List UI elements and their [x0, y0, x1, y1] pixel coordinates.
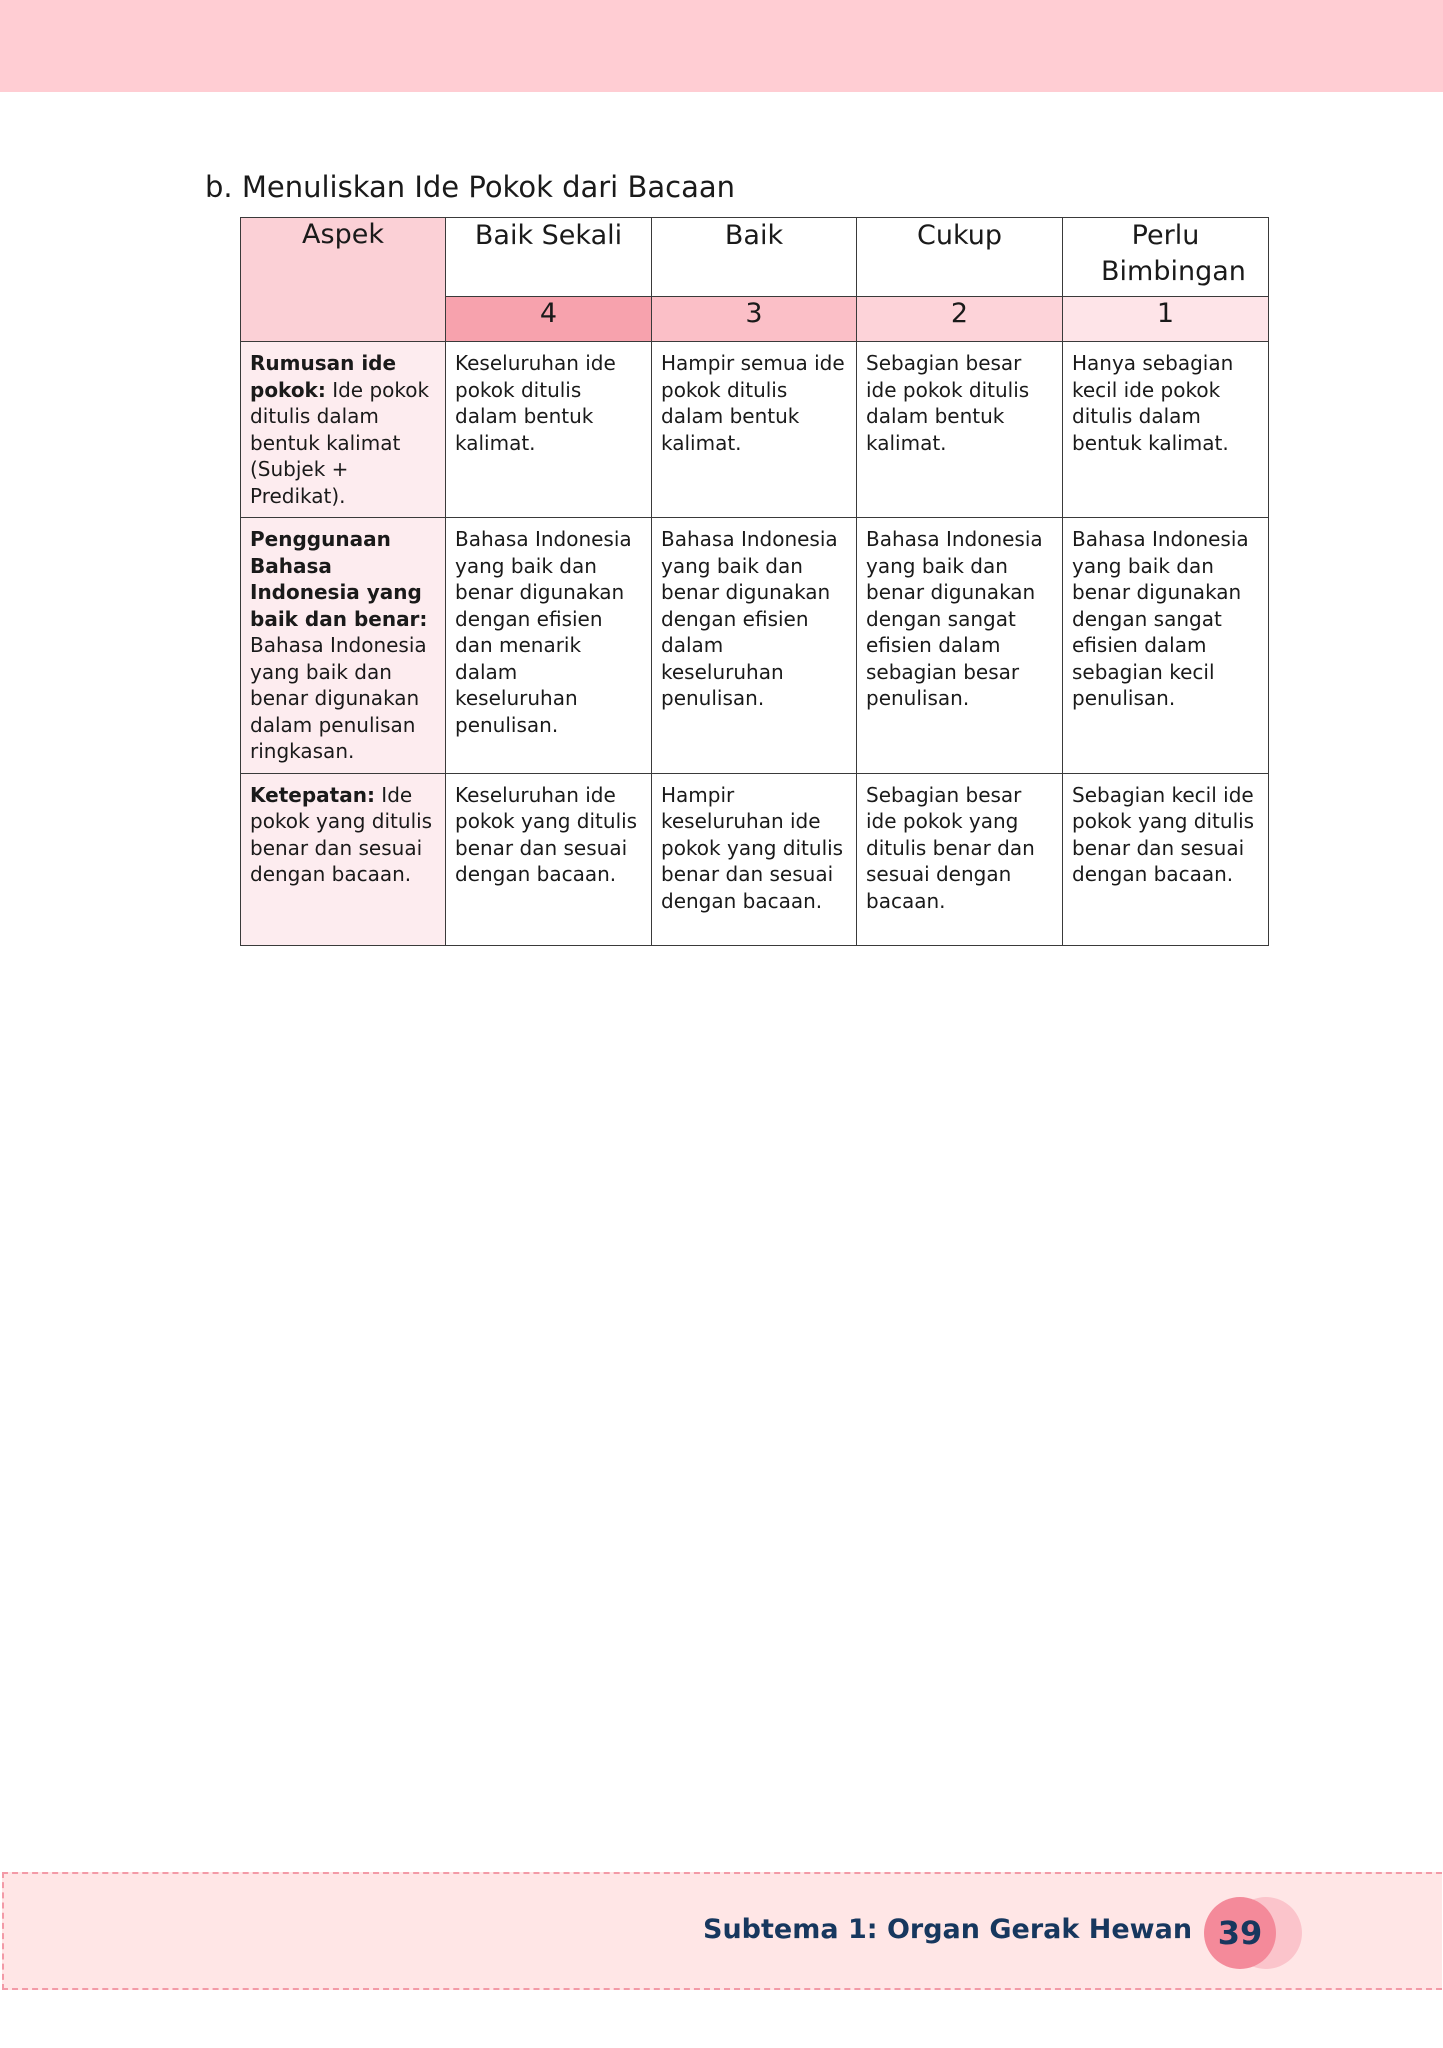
- score-2: 2: [857, 297, 1063, 342]
- aspect-description: Ide pokok yang ditulis benar dan sesuai dengan bacaan.: [250, 782, 433, 886]
- section-title: b. Menuliskan Ide Pokok dari Bacaan: [205, 170, 735, 204]
- table-cell: Bahasa Indonesia yang baik dan benar digunakan dengan efisien dalam keseluruhan penulisan.: [652, 518, 857, 774]
- level-header-baik-sekali: Baik Sekali: [446, 218, 652, 297]
- level-header-baik: Baik: [652, 218, 857, 297]
- aspect-description: Ide pokok ditulis dalam bentuk kalimat (Subjek + Predikat).: [250, 377, 430, 508]
- top-decorative-band: [0, 0, 1443, 92]
- table-cell: Keseluruhan ide pokok yang ditulis benar dan sesuai dengan bacaan.: [446, 773, 652, 945]
- table-row: [241, 518, 1269, 774]
- aspect-header: Aspek: [241, 218, 446, 342]
- table-cell: Sebagian besar ide pokok yang ditulis benar dan sesuai dengan bacaan.: [857, 773, 1063, 945]
- table-cell: Sebagian besar ide pokok ditulis dalam bentuk kalimat.: [857, 342, 1063, 518]
- page-number: 39: [1217, 1914, 1263, 1952]
- aspect-label: Ketepatan:: [250, 782, 375, 807]
- aspect-label: Penggunaan Bahasa Indonesia yang baik dan benar:: [250, 527, 428, 631]
- table-cell: Bahasa Indonesia yang baik dan benar digunakan dengan efisien dan menarik dalam keseluruhan penulisan.: [446, 518, 652, 774]
- level-header-row: [241, 218, 1269, 297]
- table-cell: Bahasa Indonesia yang baik dan benar digunakan dengan sangat efisien dalam sebagian besar penulisan.: [857, 518, 1063, 774]
- table-cell: Hampir keseluruhan ide pokok yang ditulis benar dan sesuai dengan bacaan.: [652, 773, 857, 945]
- score-3: 3: [652, 297, 857, 342]
- aspect-cell-rumusan: [241, 342, 446, 518]
- table-row: [241, 342, 1269, 518]
- aspect-description: Bahasa Indonesia yang baik dan benar digunakan dalam penulisan ringkasan.: [250, 633, 427, 763]
- level-header-cukup: Cukup: [857, 218, 1063, 297]
- aspect-cell-ketepatan: [241, 773, 446, 945]
- rubric-table: [240, 217, 1269, 946]
- table-cell: Keseluruhan ide pokok ditulis dalam bentuk kalimat.: [446, 342, 652, 518]
- aspect-cell-penggunaan-bahasa: [241, 518, 446, 774]
- score-4: 4: [446, 297, 652, 342]
- table-cell: Hampir semua ide pokok ditulis dalam bentuk kalimat.: [652, 342, 857, 518]
- footer-subtheme: Subtema 1: Organ Gerak Hewan: [703, 1914, 1193, 1945]
- aspect-label: Rumusan ide pokok:: [250, 351, 397, 402]
- table-cell: Hanya sebagian kecil ide pokok ditulis dalam bentuk kalimat.: [1063, 342, 1269, 518]
- score-1: 1: [1063, 297, 1269, 342]
- table-cell: Bahasa Indonesia yang baik dan benar digunakan dengan sangat efisien dalam sebagian kecil penulisan.: [1063, 518, 1269, 774]
- table-row: [241, 773, 1269, 945]
- level-header-perlu-bimbingan: Perlu Bimbingan: [1063, 218, 1269, 297]
- table-cell: Sebagian kecil ide pokok yang ditulis benar dan sesuai dengan bacaan.: [1063, 773, 1269, 945]
